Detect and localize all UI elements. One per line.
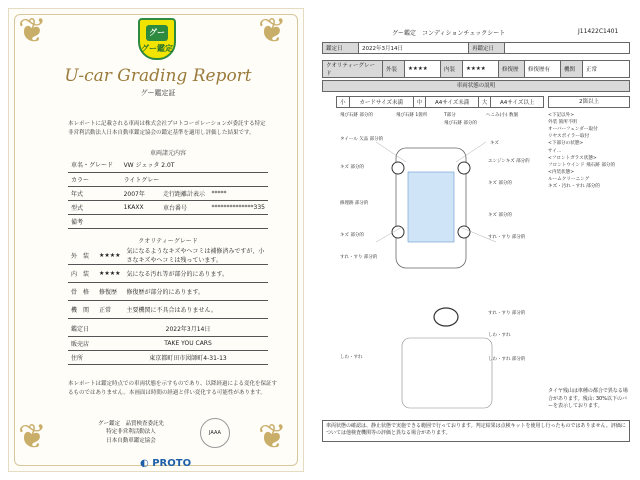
note-item: ルームクリーニング bbox=[548, 176, 590, 182]
diag-label: キズ 部分的 bbox=[340, 165, 364, 170]
grade-desc: 修復歴が部分的にあります。 bbox=[124, 283, 268, 301]
grade-table bbox=[68, 246, 268, 319]
note-item: <下記以外> bbox=[548, 113, 575, 118]
row-value2: **************335 bbox=[209, 200, 268, 214]
row-value: TAKE YOU CARS bbox=[108, 336, 268, 350]
row-value: 2022年3月14日 bbox=[108, 322, 268, 336]
repair-label: 修復歴 bbox=[499, 61, 525, 78]
proto-logo: ◐ PROTO bbox=[140, 458, 192, 469]
certificate-disclaimer: 本レポートは鑑定時点での車両状態を示すものであり、以降経過による変化を保証するものではありません。本画面は時間の経過と伴い変化する可能性があります。 bbox=[68, 381, 278, 396]
flourish-top-left-icon: ❦ bbox=[18, 11, 47, 51]
repair-value: 修復歴有 bbox=[525, 61, 561, 78]
interior-label: 内装 bbox=[441, 61, 463, 78]
row-value: VW ジェッタ 2.0T bbox=[121, 158, 268, 172]
revisit-label: 再鑑定日 bbox=[469, 43, 505, 54]
row-label: 型式 bbox=[68, 200, 121, 214]
size-cell: 小 bbox=[337, 97, 350, 108]
diag-label: キズ 部分的 bbox=[340, 233, 364, 238]
wheel-front-left-icon bbox=[392, 162, 404, 174]
row-label: 車名・グレード bbox=[68, 158, 121, 172]
diag-label: すれ・すり 部分的 bbox=[488, 235, 526, 240]
row-value: 2007年 bbox=[121, 186, 160, 200]
diag-label: エンジンキズ 部分的 bbox=[488, 159, 530, 164]
vehicle-section-title: 車両諸元内容 bbox=[149, 150, 186, 157]
table-row bbox=[68, 350, 268, 364]
flourish-bottom-left-icon: ❦ bbox=[18, 417, 47, 457]
grade-desc: 主要機関に不具合はありません。 bbox=[124, 301, 268, 319]
note-item: サイ… bbox=[548, 148, 562, 154]
engine-label: 機関 bbox=[561, 61, 583, 78]
diag-label: T部分 bbox=[444, 113, 456, 118]
diag-label: しわ・すれ bbox=[340, 355, 363, 360]
table-row bbox=[68, 186, 268, 200]
row-label2: 走行距離計表示 bbox=[160, 186, 209, 200]
certificate-title: U-car Grading Report bbox=[64, 66, 252, 86]
footer-table bbox=[68, 322, 268, 365]
jaaa-text: JAAA bbox=[209, 430, 221, 436]
table-row bbox=[68, 283, 268, 301]
diag-label: すれ・すり 部分的 bbox=[340, 255, 378, 260]
grade-label: 内 装 bbox=[68, 265, 96, 283]
diag-label: しわ・すれ 部分的 bbox=[488, 357, 526, 362]
desc-title: 車両状態の説明 bbox=[322, 80, 630, 92]
table-row bbox=[68, 265, 268, 283]
interior-stars: ★★★★ bbox=[463, 61, 499, 78]
note-item: 外装 箇所不明 bbox=[548, 120, 578, 126]
table-row bbox=[68, 246, 268, 265]
signature-block: グー鑑定 品質検査委託先 特定非営利活動法人 日本自動車鑑定協会 bbox=[97, 421, 164, 444]
diag-label: しわ・すれ bbox=[488, 333, 511, 338]
table-row bbox=[68, 301, 268, 319]
vehicle-table bbox=[68, 158, 268, 229]
row-label: 備考 bbox=[68, 214, 121, 228]
tire-note: タイヤ残山は車種の都合で異なる場合があります。残山: 30%以下のバーを表示しております。 bbox=[548, 388, 628, 409]
row-label: 年式 bbox=[68, 186, 121, 200]
row-label: 鑑定日 bbox=[68, 322, 108, 336]
row-label2: 車台番号 bbox=[160, 200, 209, 214]
table-row bbox=[337, 97, 544, 108]
diag-label: キズ 部分的 bbox=[488, 213, 512, 218]
logo-mark: グー bbox=[146, 25, 168, 41]
proto-text: PROTO bbox=[152, 458, 192, 469]
date-table bbox=[322, 42, 630, 54]
flourish-bottom-right-icon: ❦ bbox=[258, 417, 287, 457]
grade-stars: 正常 bbox=[96, 301, 124, 319]
diag-label: へこみ(小) 数個 bbox=[486, 113, 518, 118]
exterior-stars: ★★★★ bbox=[405, 61, 441, 78]
size-cell: A4サイズ以上 bbox=[491, 97, 544, 108]
row-label: 住所 bbox=[68, 350, 108, 364]
grade-desc: 気になるようなキズやヘコミは補修済みですが、小さなキズやヘコミは残っています。 bbox=[124, 246, 268, 265]
note-item: リヤスポイラー取付 bbox=[548, 134, 590, 140]
wheel-front-right-icon bbox=[458, 162, 470, 174]
row-label: 販売店 bbox=[68, 336, 108, 350]
date-value: 2022年3月14日 bbox=[359, 43, 469, 54]
logo-text: グー鑑定 bbox=[141, 43, 173, 53]
row-value: 東京都町田市図師町4-31-13 bbox=[108, 350, 268, 364]
car-diagram bbox=[336, 112, 544, 412]
jaaa-seal-icon bbox=[200, 418, 230, 448]
grade-label: 骨 格 bbox=[68, 283, 96, 301]
grade-stars: ★★★★ bbox=[96, 246, 124, 265]
row-value2: ***** bbox=[209, 186, 268, 200]
wheel-rear-left-icon bbox=[392, 226, 404, 238]
diag-label: 飛び石跡 部分的 bbox=[444, 121, 477, 126]
table-row bbox=[323, 61, 630, 78]
grade-summary-table bbox=[322, 60, 630, 78]
engine-value: 正常 bbox=[583, 61, 630, 78]
size-cell: A4サイズ未満 bbox=[426, 97, 479, 108]
exterior-label: 外装 bbox=[383, 61, 405, 78]
note-item: <内装状態> bbox=[548, 169, 575, 175]
table-row bbox=[323, 43, 630, 54]
diag-label: キズ bbox=[490, 141, 499, 146]
diag-label: キズ 部分的 bbox=[488, 181, 512, 186]
diag-label: すれ・すり 部分的 bbox=[488, 311, 526, 316]
table-row bbox=[68, 214, 268, 228]
diag-label: 飛び石跡 部分的 bbox=[340, 113, 373, 118]
table-row bbox=[68, 172, 268, 186]
goo-logo-icon bbox=[138, 18, 176, 60]
sheet-id: J11422C1401 bbox=[578, 28, 619, 35]
diag-label: 修理跡 部分的 bbox=[340, 201, 369, 206]
steering-wheel-icon bbox=[434, 308, 458, 326]
grade-stars: ★★★★ bbox=[96, 265, 124, 283]
notes-list bbox=[548, 112, 630, 190]
certificate-intro: 本レポートに記載される車両は株式会社プロトコーポレーションが委託する特定非営利活動法人日本自動車鑑定協会の鑑定基準を適用し評価した結果です。 bbox=[68, 121, 266, 137]
sheet-footer-note: 車両状態の確認は、静止状態で実施できる範囲で行っております。判定結果は点検キットを使用し行ったものではありません。評価については他検査機関等の評価と異なる場合があります。 bbox=[322, 420, 630, 442]
diag-label: 飛び石跡 1箇所 bbox=[396, 113, 428, 118]
certificate-subtitle: グー鑑定証 bbox=[140, 89, 176, 97]
car-roof bbox=[408, 172, 454, 242]
size-legend-table bbox=[336, 96, 544, 108]
size-cell: 中 bbox=[413, 97, 426, 108]
size-cell: 大 bbox=[478, 97, 491, 108]
quality-section-title: クオリティーグレード bbox=[138, 238, 198, 245]
grade-desc: 気になる汚れ等が部分的にあります。 bbox=[124, 265, 268, 283]
row-label: カラー bbox=[68, 172, 121, 186]
row-value: 1KAXX bbox=[121, 200, 160, 214]
table-row bbox=[68, 200, 268, 214]
table-row bbox=[68, 322, 268, 336]
quality-label: クオリティーグレード bbox=[323, 61, 383, 78]
car-interior bbox=[402, 338, 492, 408]
note-item: オーバーフェンダー取付 bbox=[548, 127, 598, 133]
diag-label: タイール 欠品 部分的 bbox=[340, 137, 384, 142]
row-value bbox=[121, 214, 268, 228]
size-cell: カードサイズ未満 bbox=[349, 97, 413, 108]
grade-label: 機 関 bbox=[68, 301, 96, 319]
note-item: <フロントガラス状態> bbox=[548, 155, 597, 161]
flourish-top-right-icon: ❦ bbox=[258, 11, 287, 51]
row-value: ライトグレー bbox=[121, 172, 268, 186]
date-label: 鑑定日 bbox=[323, 43, 359, 54]
sheet-title: グー鑑定 コンディションチェックシート bbox=[392, 30, 506, 37]
note-item: <下部分の状態> bbox=[548, 141, 584, 147]
note-item: キズ・汚れ・すれ 部分的 bbox=[548, 184, 600, 190]
note-item: フロントウインド 飛石跡 部分的 bbox=[548, 162, 616, 168]
grade-stars: 修復歴 bbox=[96, 283, 124, 301]
table-row bbox=[68, 336, 268, 350]
count-label: 2箇以上 bbox=[548, 96, 630, 108]
wheel-rear-right-icon bbox=[458, 226, 470, 238]
table-row bbox=[68, 158, 268, 172]
revisit-value bbox=[505, 43, 630, 54]
grade-label: 外 装 bbox=[68, 246, 96, 265]
